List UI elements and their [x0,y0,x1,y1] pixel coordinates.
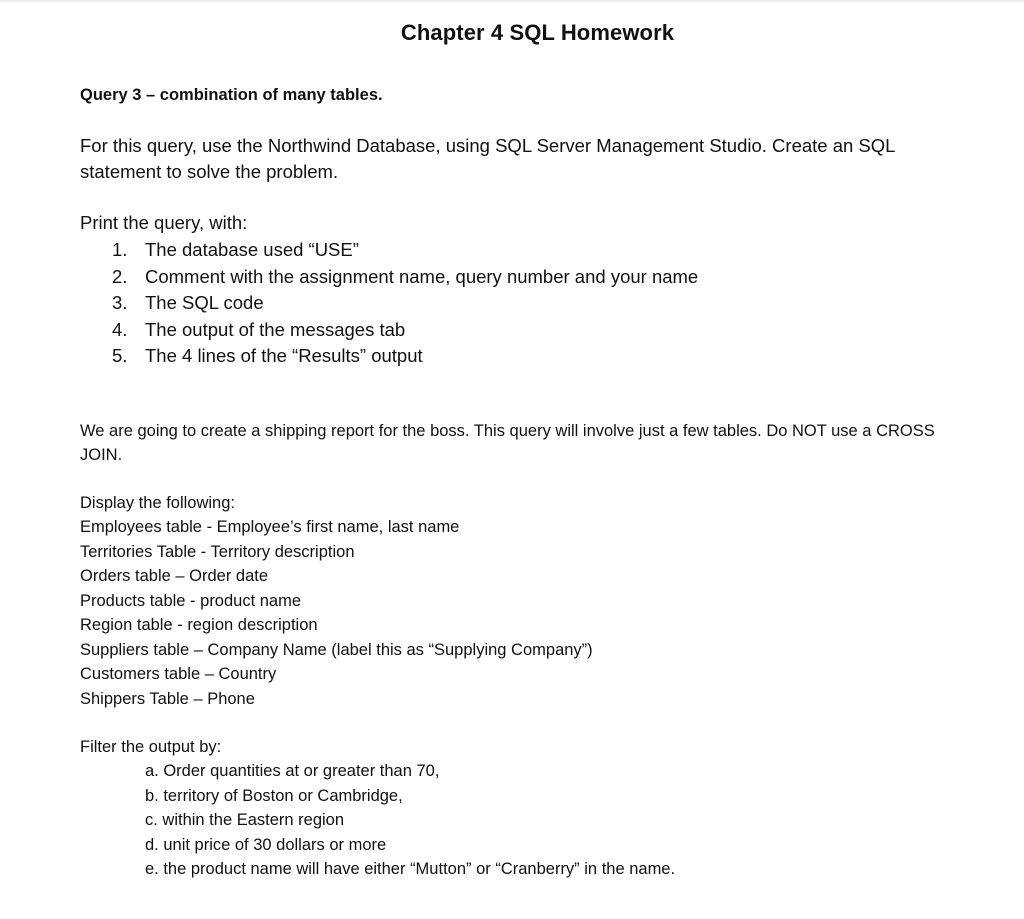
list-item [112,264,698,291]
list-item: Orders table – Order date [80,567,269,585]
filter-criteria-list [145,759,675,882]
list-item: Products table - product name [80,591,302,610]
page-top-edge [0,0,1024,3]
document-title: Chapter 4 SQL Homework [400,20,675,45]
list-item: e. the product name will have either “Mutton” or “Cranberry” in the name. [145,860,676,878]
list-number: 3. [112,292,128,313]
display-heading: Display the following: [80,494,235,512]
list-item: d. unit price of 30 dollars or more [145,835,387,854]
display-fields-list [80,515,593,711]
list-number: 1. [112,239,128,260]
list-item: Shippers Table – Phone [80,689,255,708]
list-number: 5. [112,345,128,366]
list-item: Territories Table - Territory description [80,542,355,561]
list-item [112,317,698,344]
list-text: The output of the messages tab [145,318,406,340]
list-item [112,343,698,370]
list-number: 4. [112,318,128,340]
filter-heading: Filter the output by: [80,738,222,756]
query-subtitle: Query 3 – combination of many tables. [80,86,383,104]
list-text: The SQL code [145,292,264,313]
list-text: Comment with the assignment name, query number and your name [145,265,699,287]
list-item: Region table - region description [80,616,318,634]
list-item: a. Order quantities at or greater than 70, [145,762,440,780]
list-item: Employees table - Employee’s first name, last name [80,518,460,536]
list-item: Customers table – Country [80,665,277,683]
list-item [112,290,698,317]
list-item: Suppliers table – Company Name (label this as “Supplying Company”) [80,640,593,659]
list-item: c. within the Eastern region [145,811,345,829]
list-item [112,237,698,264]
print-requirements-list [112,237,698,370]
shipping-paragraph: We are going to create a shipping report for the boss. This query will involve just a few tables. Do NOT use a CROSS JOIN. [80,422,935,464]
list-item: b. territory of Boston or Cambridge, [145,786,403,805]
intro-paragraph: For this query, use the Northwind Database, using SQL Server Management Studio. Create an SQL statement to solve the problem. [80,135,895,182]
list-text: The 4 lines of the “Results” output [145,345,423,366]
list-text: The database used “USE” [145,239,359,260]
list-number: 2. [112,265,128,287]
print-heading: Print the query, with: [80,212,248,233]
